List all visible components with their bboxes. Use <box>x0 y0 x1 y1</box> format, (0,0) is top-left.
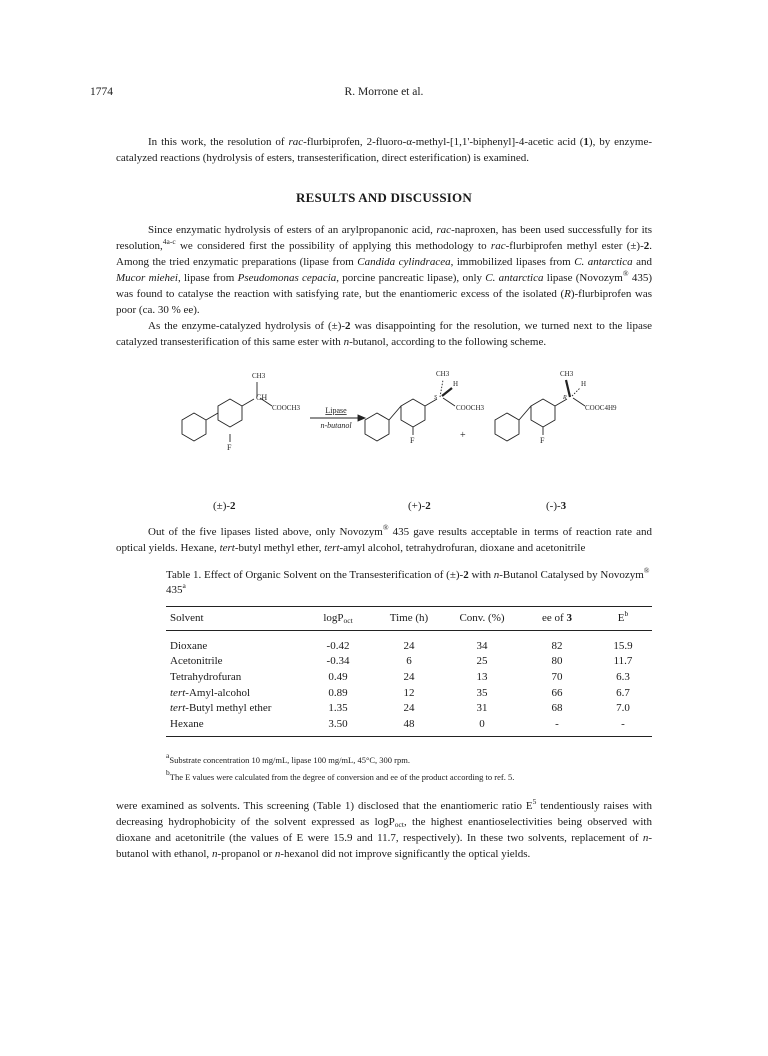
cell-conversion: 35 <box>476 686 488 699</box>
ch-label: CH <box>256 393 268 402</box>
cell-logp: 0.49 <box>328 670 348 683</box>
cell-e: 7.0 <box>616 702 630 715</box>
cell-solvent: Dioxane <box>170 639 208 652</box>
paragraph-enzymatic-hydrolysis: Since enzymatic hydrolysis of esters of an arylpropanonic acid, rac-naproxen, has been used successfully for its resolution,$^{4a-c}$ we considered first the possibility of applying this methodology to rac-flurbiprofen methyl ester (±)-2. Among the tried enzymatic preparations (lipase from Candida cylindracea, immobilized lipases from C. antarctica and Mucor miehei, lipase from Pseudomonas cepacia, porcine pancreatic lipase), only C. antarctica lipase (Novozym® 435) was found to catalyse the reaction with satisfying rate, but the enantiomeric excess of the isolated (R)-flurbiprofen was poor (ca. 30 % ee). <box>116 224 652 316</box>
reagent-n-butanol: n-butanol <box>320 421 352 430</box>
table-row <box>166 631 652 654</box>
cell-time: 24 <box>403 670 415 683</box>
ester-methyl-label: COOCH3 <box>456 404 485 412</box>
table-row <box>166 700 652 716</box>
cell-ee: 70 <box>551 670 563 683</box>
table-footnote-a: $^a$Substrate concentration 10 mg/mL, lipase 100 mg/mL, 45°C, 300 rpm. <box>166 751 410 765</box>
plus-sign: + <box>460 430 466 441</box>
table-caption: Table 1. Effect of Organic Solvent on the Transesterification of (±)-2 with n-Butanol Catalysed by Novozym® 435$^a$ <box>166 566 650 596</box>
s-config-label: S <box>434 395 437 401</box>
cell-e: 6.7 <box>616 686 630 699</box>
molecule-s-ester <box>365 370 485 445</box>
molecule-racemic-ester <box>182 372 301 452</box>
page-number: 1774 <box>90 86 113 98</box>
cell-ee: 80 <box>551 655 563 668</box>
cell-logp: 0.89 <box>328 686 348 699</box>
cell-logp: 3.50 <box>302 716 374 736</box>
paragraph-lipase-screening: Out of the five lipases listed above, only Novozym® 435 gave results acceptable in terms of reaction rate and optical yields. Hexane, tert-butyl methyl ether, tert-amyl alcohol, tetrahydrofuran, dioxane and acetonitrile <box>116 523 652 554</box>
running-head: R. Morrone et al. <box>344 86 424 98</box>
h-label: H <box>453 380 459 388</box>
header-conversion: Conv. (%) <box>444 607 520 631</box>
fluorine-label: F <box>540 436 545 445</box>
ch3-label: CH3 <box>560 370 574 378</box>
cell-time: 48 <box>374 716 444 736</box>
cell-time: 24 <box>403 639 415 652</box>
cell-e: - <box>594 716 652 736</box>
ester-butyl-label: COOC4H9 <box>585 404 617 412</box>
table-row <box>166 669 652 685</box>
cell-solvent: tert-Butyl methyl ether <box>170 702 272 715</box>
table-row <box>166 654 652 670</box>
cell-solvent: Hexane <box>166 716 302 736</box>
header-e: $E^b$ <box>594 607 652 631</box>
cell-time: 12 <box>403 686 415 699</box>
ch3-label: CH3 <box>252 372 266 380</box>
table-row <box>166 716 652 736</box>
cell-e: 6.3 <box>616 670 630 683</box>
cell-ee: - <box>520 716 594 736</box>
table-header-row <box>166 607 652 631</box>
compound-label-racemic-2: (±)-2 <box>213 500 236 512</box>
cell-ee: 66 <box>551 686 563 699</box>
table-footnote-b: $^b$The E values were calculated from the degree of conversion and ee of the product according to ref. 5. <box>166 768 515 782</box>
cell-logp: -0.34 <box>326 655 350 668</box>
paragraph-transesterification: As the enzyme-catalyzed hydrolysis of (±)-2 was disappointing for the resolution, we turned next to the lipase catalyzed transesterification of this same ester with n-butanol, according to the following scheme. <box>116 320 652 348</box>
header-logp: logP$_{oct}$ <box>302 607 374 631</box>
cell-ee: 82 <box>551 639 563 652</box>
compound-label-minus-3: (-)-3 <box>546 500 567 512</box>
h-label: H <box>581 380 587 388</box>
fluorine-label: F <box>410 436 415 445</box>
cell-logp: 1.35 <box>328 702 348 715</box>
section-title: RESULTS AND DISCUSSION <box>296 190 472 205</box>
reaction-scheme <box>160 368 620 488</box>
header-time: Time (h) <box>374 607 444 631</box>
cell-e: 15.9 <box>613 639 633 652</box>
cell-conversion: 31 <box>476 702 488 715</box>
intro-paragraph: In this work, the resolution of rac-flurbiprofen, 2-fluoro-α-methyl-[1,1'-biphenyl]-4-acetic acid (1), by enzyme-catalyzed reactions (hydrolysis of esters, transesterification, direct esterification) is examined. <box>116 136 653 164</box>
cell-time: 6 <box>406 655 412 668</box>
compound-label-plus-2: (+)-2 <box>408 500 431 512</box>
ester-methyl-label: COOCH3 <box>272 404 301 412</box>
molecule-r-butyl-ester <box>495 370 617 445</box>
r-config-label: R <box>563 395 567 401</box>
cell-solvent: Tetrahydrofuran <box>170 670 242 683</box>
ch3-label: CH3 <box>436 370 450 378</box>
header-ee: ee of 3 <box>520 607 594 631</box>
cell-conversion: 0 <box>444 716 520 736</box>
table-row <box>166 685 652 701</box>
cell-solvent: Acetonitrile <box>170 655 223 668</box>
cell-logp: -0.42 <box>326 639 350 652</box>
fluorine-label: F <box>227 443 232 452</box>
cell-ee: 68 <box>551 702 563 715</box>
paragraph-solvent-results: were examined as solvents. This screening (Table 1) disclosed that the enantiomeric ratio $E^5$ tendentiously raises with decreasing hydrophobicity of the solvent expressed as logP$_{oct}$, the highest enantioselectivities being observed with dioxane and acetonitrile (the values of E were 15.9 and 11.7, respectively). In these two solvents, replacement of n-butanol with ethanol, n-propanol or n-hexanol did not improve significantly the optical yields. <box>116 797 652 860</box>
cell-conversion: 25 <box>476 655 488 668</box>
solvent-effect-table <box>166 606 652 737</box>
header-solvent: Solvent <box>166 607 302 631</box>
cell-solvent: tert-Amyl-alcohol <box>170 686 251 699</box>
cell-e: 11.7 <box>613 655 633 668</box>
cell-time: 24 <box>403 702 415 715</box>
cell-conversion: 13 <box>476 670 488 683</box>
cell-conversion: 34 <box>476 639 488 652</box>
reagent-lipase: Lipase <box>325 406 347 415</box>
